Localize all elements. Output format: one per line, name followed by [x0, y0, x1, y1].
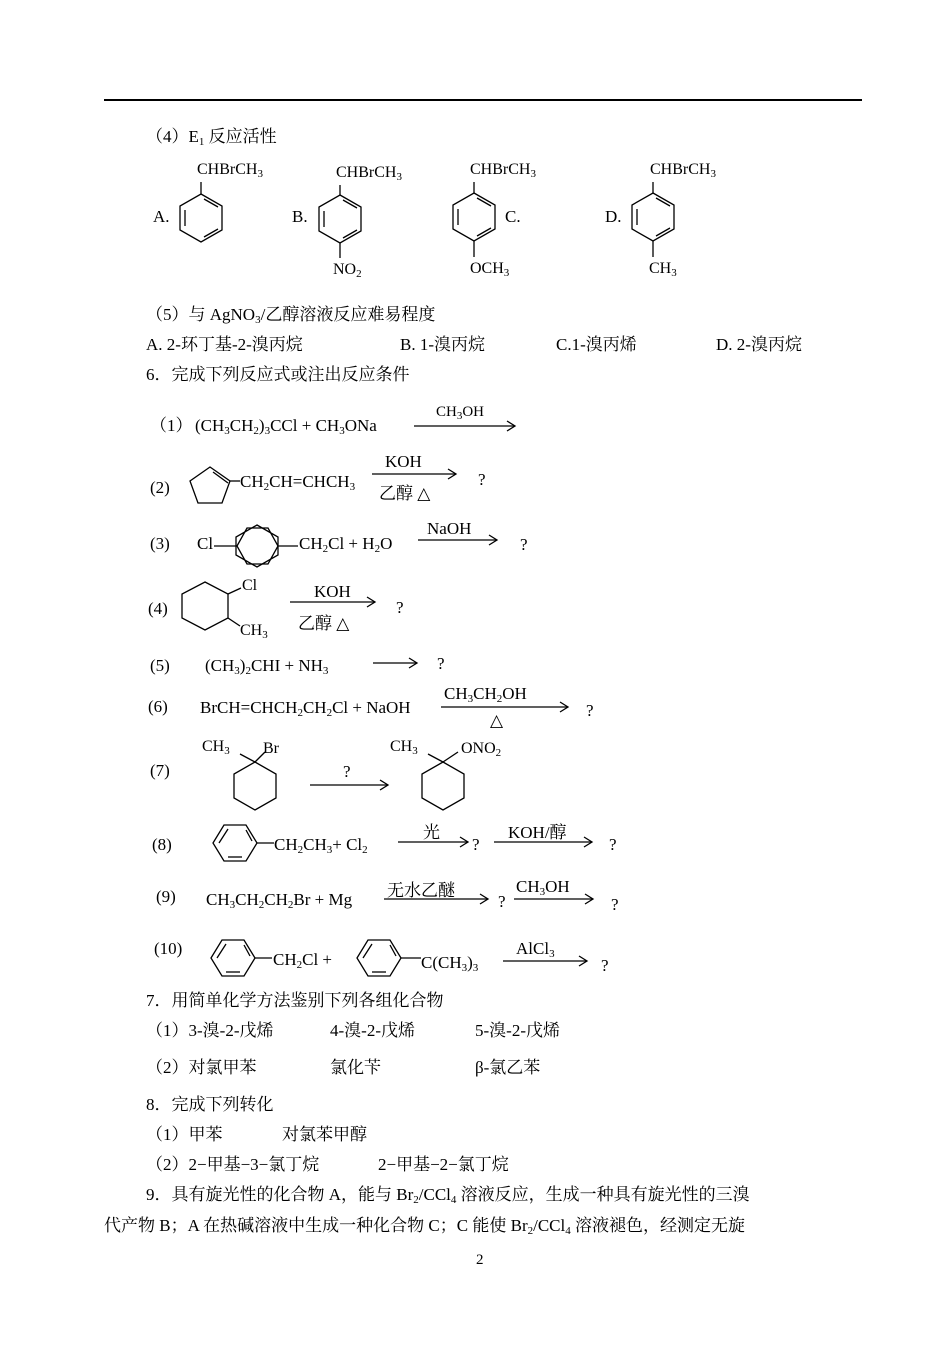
benzene-ring-r3: [214, 525, 298, 567]
r8-number: (8): [152, 835, 172, 854]
r7-condition: ?: [343, 762, 351, 781]
q4-d-para: $CH_3$: [649, 260, 677, 279]
r8-intermediate: ?: [472, 835, 480, 854]
s7-row1-b: 4-溴-2-戊烯: [330, 1021, 415, 1040]
benzene-ring-r10a: [211, 940, 272, 976]
r5-number: (5): [150, 656, 170, 675]
r10-reactant-1: $CH_2Cl$ +: [273, 950, 333, 971]
r9-number: (9): [156, 887, 176, 906]
q4-c-para: $OCH_3$: [470, 260, 510, 279]
q4-c-label: C.: [505, 207, 521, 226]
r7-methyl-right: $CH_3$: [390, 738, 418, 757]
benzene-ring-a: [180, 182, 222, 242]
q4-b-label: B.: [292, 207, 308, 226]
q5-option-d: D. 2-溴丙烷: [716, 335, 802, 354]
arrow-r7: [310, 780, 388, 790]
benzene-ring-b: [319, 185, 361, 258]
r4-methyl: $CH_3$: [240, 622, 268, 641]
r10-reactant-2: $C(CH_3)_3$: [421, 953, 479, 974]
s6-heading: 6．完成下列反应式或注出反应条件: [146, 365, 410, 384]
benzene-ring-c: [453, 182, 495, 257]
r8-condition-1: 光: [423, 823, 440, 842]
q4-b-para: $NO_2$: [333, 261, 362, 280]
r9-condition-1: 无水乙醚: [387, 881, 455, 900]
r4-number: (4): [148, 599, 168, 618]
r7-bromo: Br: [263, 740, 279, 757]
r4-product: ?: [396, 598, 404, 617]
r9-condition-2: $CH_3OH$: [516, 877, 570, 898]
cyclopentene-ring: [190, 467, 240, 503]
s8-row2-b: 2−甲基−2−氯丁烷: [378, 1155, 509, 1174]
cyclohexane-ring-r4: [182, 582, 241, 630]
r9-product: ?: [611, 895, 619, 914]
s7-row2-c: β-氯乙苯: [475, 1058, 541, 1077]
r10-number: (10): [154, 939, 183, 958]
r5-product: ?: [437, 654, 445, 673]
r2-substituent: $CH_2CH=CHCH_3$: [240, 472, 356, 493]
cyclohexane-ring-r7a: [234, 752, 276, 810]
q4-b-substituent: CHBrCH$_3$: [336, 164, 402, 183]
r6-solvent: $CH_3CH_2OH$: [444, 684, 527, 705]
r3-product: ?: [520, 535, 528, 554]
q4-a-label: A.: [153, 207, 170, 226]
s7-row2-a: （2）对氯甲苯: [146, 1058, 257, 1077]
s9-line-2: 代产物 B；A 在热碱溶液中生成一种化合物 C；C 能使 $Br_2/CCl_4$ 溶液褪色，经测定无旋: [104, 1216, 745, 1237]
benzene-ring-r10b: [357, 940, 421, 976]
s8-row2-a: （2）2−甲基−3−氯丁烷: [146, 1155, 320, 1174]
q4-heading: $(4)E_1$ 反应活性: [146, 127, 277, 148]
r3-chloro: Cl: [197, 534, 214, 553]
q4-d-label: D.: [605, 207, 622, 226]
r8-reactants: $CH_2CH_3+ Cl_2$: [274, 835, 368, 856]
r7-nitrate: $ONO_2$: [461, 740, 502, 759]
r2-solvent: 乙醇 △: [379, 484, 431, 503]
r6-reactants: $BrCH=CHCH_2CH_2Cl$ + NaOH: [200, 698, 411, 719]
r1-condition: $CH_3OH$: [436, 404, 485, 422]
page-number: 2: [476, 1252, 484, 1268]
r10-product: ?: [601, 956, 609, 975]
q5-heading: （5）与 AgNO$_3$/乙醇溶液反应难易程度: [146, 305, 436, 326]
arrow-r5: [373, 658, 417, 668]
s7-row1-c: 5-溴-2-戊烯: [475, 1021, 560, 1040]
r2-number: (2): [150, 478, 170, 497]
r9-reactants: $CH_3CH_2CH_2Br + Mg$: [206, 890, 353, 911]
r8-condition-2: KOH/醇: [508, 823, 567, 842]
r6-number: (6): [148, 697, 168, 716]
cyclohexane-ring-r7b: [422, 752, 464, 810]
s8-row1-b: 对氯苯甲醇: [282, 1125, 367, 1144]
r2-product: ?: [478, 470, 486, 489]
r1-number: （1）: [150, 416, 193, 435]
s7-row2-b: 氯化苄: [330, 1058, 381, 1077]
s9-line-1: 9．具有旋光性的化合物 A，能与 $Br_2/CCl_4$ 溶液反应，生成一种具有旋光性的三溴: [146, 1185, 750, 1206]
benzene-ring-d: [632, 182, 674, 257]
r5-reactants: $(CH_3)_2CHI + NH_3$: [205, 656, 329, 677]
r7-number: (7): [150, 761, 170, 780]
r9-intermediate: ?: [498, 892, 506, 911]
s7-row1-a: （1）3-溴-2-戊烯: [146, 1021, 274, 1040]
r4-chloro: Cl: [242, 577, 258, 594]
r4-solvent: 乙醇 △: [298, 614, 350, 633]
r3-number: (3): [150, 534, 170, 553]
q4-a-substituent: CHBrCH$_3$: [197, 161, 263, 180]
s7-heading: 7．用简单化学方法鉴别下列各组化合物: [146, 991, 444, 1010]
q5-option-a: A. 2-环丁基-2-溴丙烷: [146, 335, 303, 354]
q5-option-c: C.1-溴丙烯: [556, 335, 637, 354]
r3-reactants: $CH_2Cl + H_2O$: [299, 534, 393, 555]
r6-product: ?: [586, 701, 594, 720]
r2-reagent: KOH: [385, 452, 422, 471]
r4-reagent: KOH: [314, 582, 351, 601]
r6-heat: △: [490, 711, 504, 730]
benzene-ring-r8: [213, 825, 274, 861]
arrow-r1: [414, 421, 515, 431]
q4-d-substituent: CHBrCH$_3$: [650, 161, 716, 180]
r10-catalyst: AlCl$_3$: [516, 939, 555, 960]
q4-c-substituent: CHBrCH$_3$: [470, 161, 536, 180]
r7-methyl-left: $CH_3$: [202, 738, 230, 757]
r3-reagent: NaOH: [427, 519, 472, 538]
r1-reactants: $(CH_3CH_2)_3CCl + CH_3ONa$: [195, 416, 377, 437]
s8-row1-a: （1）甲苯: [146, 1125, 223, 1144]
s8-heading: 8．完成下列转化: [146, 1095, 274, 1114]
q5-option-b: B. 1-溴丙烷: [400, 335, 485, 354]
r8-product: ?: [609, 835, 617, 854]
